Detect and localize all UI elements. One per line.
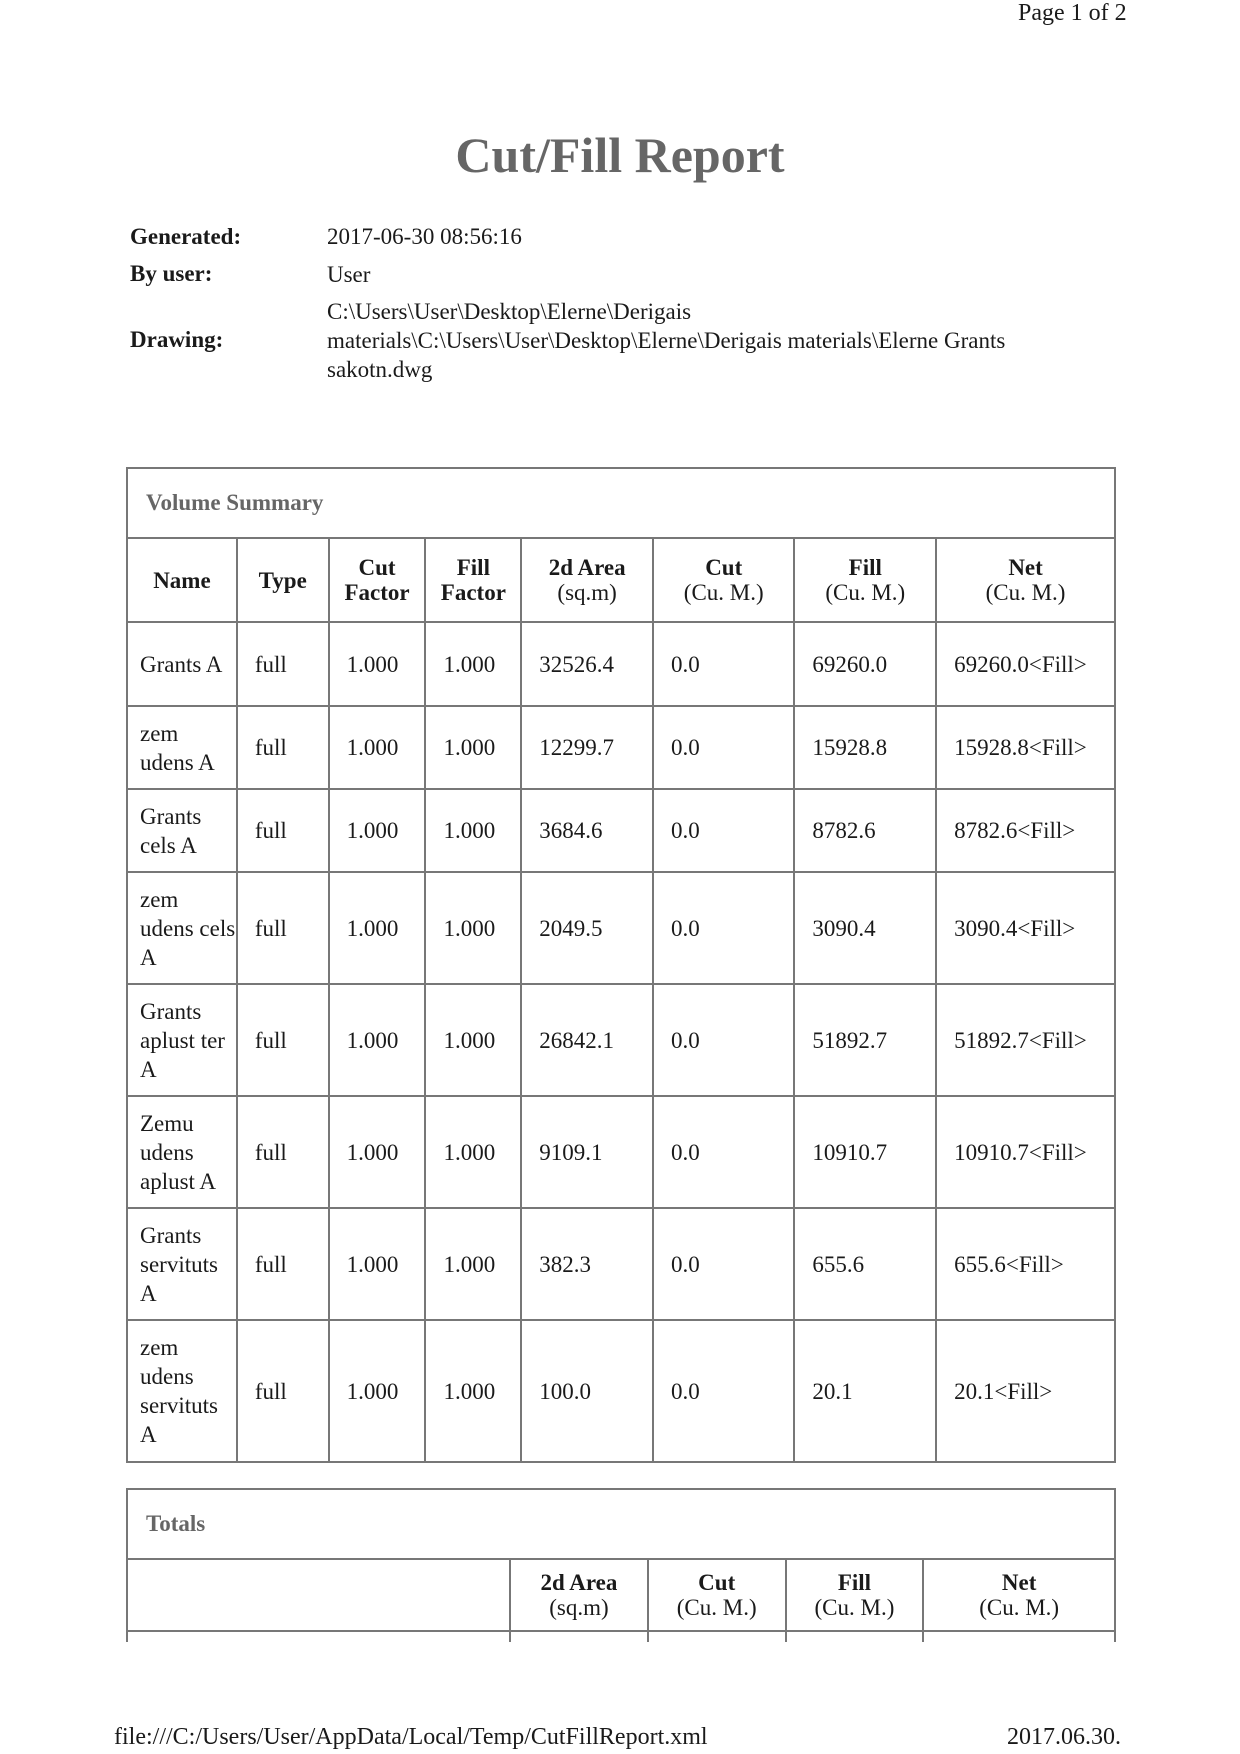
- totals-header-row: [127, 1559, 1115, 1631]
- cell-net: 10910.7<Fill>: [936, 1096, 1115, 1208]
- cell-fill-factor: 1.000: [425, 984, 521, 1096]
- table-row: [127, 1208, 1115, 1320]
- cell-fill: 655.6: [794, 1208, 936, 1320]
- cell-net: 51892.7<Fill>: [936, 984, 1115, 1096]
- cell-fill-factor: 1.000: [425, 1208, 521, 1320]
- drawing-row: [130, 295, 1090, 385]
- totals-header-cut: Cut (Cu. M.): [648, 1559, 786, 1631]
- volume-summary-table: [126, 467, 1116, 1463]
- cell-area: 9109.1: [521, 1096, 653, 1208]
- header-fill: Fill (Cu. M.): [794, 538, 936, 622]
- cell-fill: 20.1: [794, 1320, 936, 1462]
- cell-fill-factor: 1.000: [425, 1320, 521, 1462]
- header-area: 2d Area (sq.m): [521, 538, 653, 622]
- cell-area: 2049.5: [521, 872, 653, 984]
- cell-net: 20.1<Fill>: [936, 1320, 1115, 1462]
- header-net: Net (Cu. M.): [936, 538, 1115, 622]
- cell-name: zem udens cels A: [127, 872, 237, 984]
- cell-fill: 51892.7: [794, 984, 936, 1096]
- table-row: [127, 1320, 1115, 1462]
- header-cut-factor: Cut Factor: [329, 538, 426, 622]
- cell-name: Zemu udens aplust A: [127, 1096, 237, 1208]
- cell-cut: 0.0: [653, 984, 794, 1096]
- cell-area: 3684.6: [521, 789, 653, 872]
- cell-net: 3090.4<Fill>: [936, 872, 1115, 984]
- volume-summary-caption: Volume Summary: [127, 468, 1115, 538]
- table-row: [127, 984, 1115, 1096]
- totals-cell: [510, 1631, 648, 1642]
- cell-fill: 3090.4: [794, 872, 936, 984]
- report-title: Cut/Fill Report: [455, 127, 785, 183]
- cell-name: Grants servituts A: [127, 1208, 237, 1320]
- drawing-label: Drawing:: [130, 327, 224, 352]
- cell-name: Grants cels A: [127, 789, 237, 872]
- cell-type: full: [237, 1096, 329, 1208]
- cell-fill: 69260.0: [794, 622, 936, 706]
- table-row: [127, 789, 1115, 872]
- cell-cut: 0.0: [653, 1320, 794, 1462]
- cell-cut-factor: 1.000: [329, 789, 426, 872]
- header-name: Name: [127, 538, 237, 622]
- generated-row: [130, 218, 1090, 255]
- cell-area: 32526.4: [521, 622, 653, 706]
- totals-table: [126, 1488, 1116, 1642]
- table-row: [127, 622, 1115, 706]
- totals-cell: [127, 1631, 510, 1642]
- cell-name: Grants A: [127, 622, 237, 706]
- cell-cut: 0.0: [653, 872, 794, 984]
- cell-type: full: [237, 984, 329, 1096]
- cell-fill: 8782.6: [794, 789, 936, 872]
- cell-type: full: [237, 706, 329, 789]
- totals-cell: [648, 1631, 786, 1642]
- report-meta: [130, 218, 1090, 385]
- cell-name: zem udens A: [127, 706, 237, 789]
- cell-name: zem udens servituts A: [127, 1320, 237, 1462]
- cell-cut-factor: 1.000: [329, 706, 426, 789]
- cell-cut: 0.0: [653, 622, 794, 706]
- user-row: [130, 255, 1090, 293]
- totals-header-fill: Fill (Cu. M.): [786, 1559, 924, 1631]
- cell-fill-factor: 1.000: [425, 872, 521, 984]
- table-row: [127, 1096, 1115, 1208]
- generated-label: Generated:: [130, 223, 242, 249]
- drawing-value: C:\Users\User\Desktop\Elerne\Derigais materials\C:\Users\User\Desktop\Elerne\Derigais materials\Elerne Grants sakotn.dwg: [327, 298, 1006, 382]
- cell-area: 382.3: [521, 1208, 653, 1320]
- cell-fill: 10910.7: [794, 1096, 936, 1208]
- cell-cut-factor: 1.000: [329, 622, 426, 706]
- cell-cut: 0.0: [653, 789, 794, 872]
- cell-area: 100.0: [521, 1320, 653, 1462]
- cell-cut-factor: 1.000: [329, 984, 426, 1096]
- cell-fill-factor: 1.000: [425, 789, 521, 872]
- cell-cut-factor: 1.000: [329, 1320, 426, 1462]
- cell-type: full: [237, 872, 329, 984]
- cell-net: 655.6<Fill>: [936, 1208, 1115, 1320]
- cell-cut: 0.0: [653, 706, 794, 789]
- cell-type: full: [237, 1208, 329, 1320]
- cell-net: 69260.0<Fill>: [936, 622, 1115, 706]
- cell-cut-factor: 1.000: [329, 1096, 426, 1208]
- cell-net: 15928.8<Fill>: [936, 706, 1115, 789]
- table-row: [127, 706, 1115, 789]
- cell-fill-factor: 1.000: [425, 706, 521, 789]
- footer-file-path: file:///C:/Users/User/AppData/Local/Temp/CutFillReport.xml: [114, 1724, 708, 1750]
- cell-cut: 0.0: [653, 1096, 794, 1208]
- totals-header-empty: [127, 1559, 510, 1631]
- totals-row-continued: [127, 1631, 1115, 1642]
- cell-type: full: [237, 789, 329, 872]
- totals-caption: Totals: [127, 1489, 1115, 1559]
- totals-header-area: 2d Area (sq.m): [510, 1559, 648, 1631]
- cell-net: 8782.6<Fill>: [936, 789, 1115, 872]
- page-number: Page 1 of 2: [1018, 0, 1127, 26]
- footer-date: 2017.06.30.: [1007, 1724, 1121, 1750]
- cell-cut-factor: 1.000: [329, 1208, 426, 1320]
- header-cut: Cut (Cu. M.): [653, 538, 794, 622]
- volume-summary-header-row: [127, 538, 1115, 622]
- cell-cut: 0.0: [653, 1208, 794, 1320]
- totals-cell: [923, 1631, 1115, 1642]
- cell-fill-factor: 1.000: [425, 1096, 521, 1208]
- cell-area: 12299.7: [521, 706, 653, 789]
- cell-type: full: [237, 622, 329, 706]
- cell-area: 26842.1: [521, 984, 653, 1096]
- cell-fill: 15928.8: [794, 706, 936, 789]
- cell-type: full: [237, 1320, 329, 1462]
- cell-fill-factor: 1.000: [425, 622, 521, 706]
- header-fill-factor: Fill Factor: [425, 538, 521, 622]
- header-type: Type: [237, 538, 329, 622]
- totals-header-net: Net (Cu. M.): [923, 1559, 1115, 1631]
- table-row: [127, 872, 1115, 984]
- user-value: User: [327, 261, 371, 287]
- cell-name: Grants aplust ter A: [127, 984, 237, 1096]
- cell-cut-factor: 1.000: [329, 872, 426, 984]
- totals-cell: [786, 1631, 924, 1642]
- generated-value: 2017-06-30 08:56:16: [327, 224, 522, 249]
- user-label: By user:: [130, 261, 213, 286]
